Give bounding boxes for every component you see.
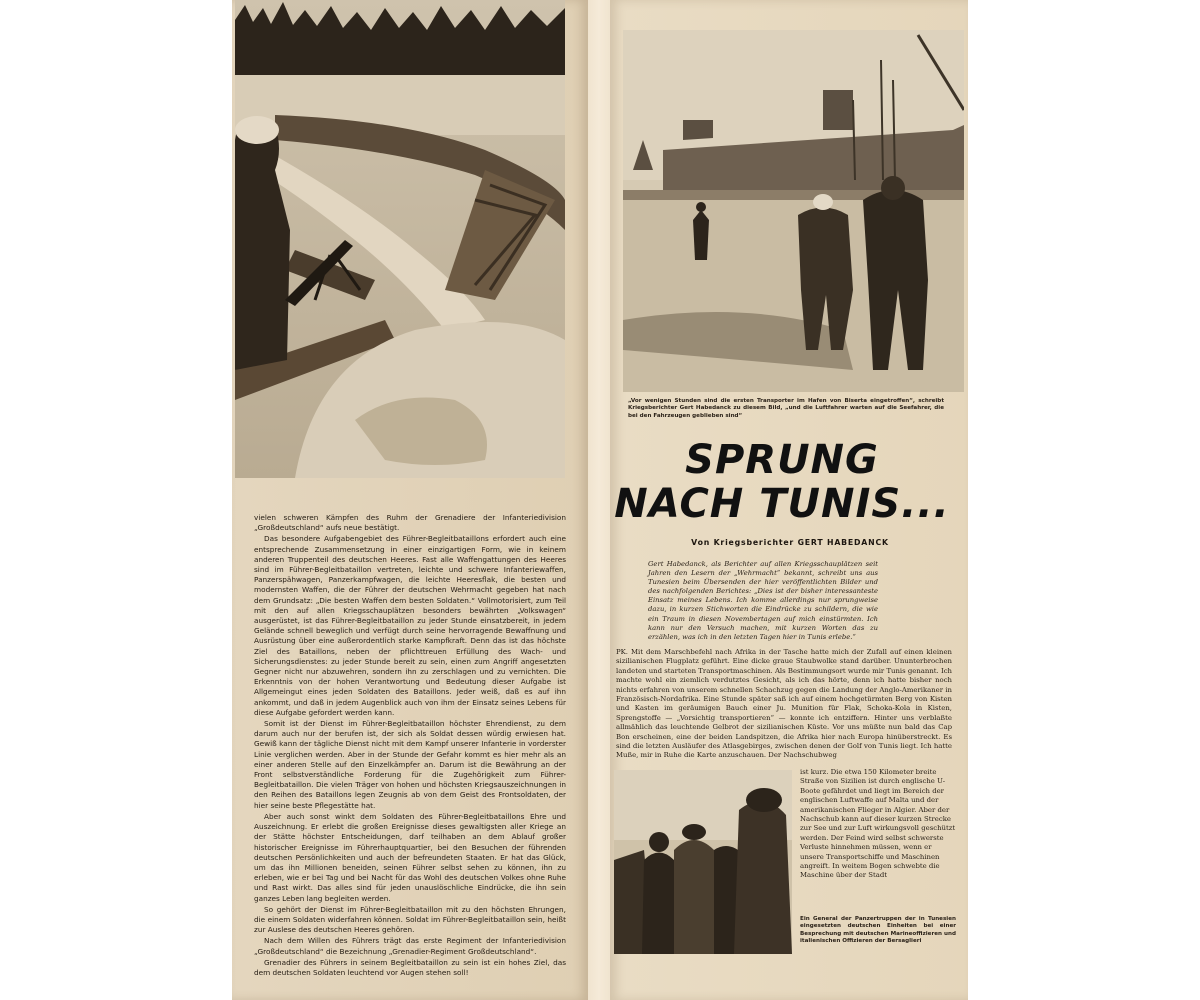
- photo-winter-trench: [235, 0, 565, 478]
- caption-officers: Ein General der Panzertruppen der in Tunesien eingesetzten deutschen Einheiten bei einer Besprechung mit deutschen Marineoffizieren und italienischen Offizieren der Bersaglieri: [800, 916, 956, 945]
- left-article-text: [254, 513, 566, 979]
- photo-officers: [614, 770, 792, 954]
- photo-harbor-bizerte: [623, 30, 964, 392]
- headline-line-2: NACH TUNIS...: [614, 481, 950, 527]
- left-paragraph: vielen schweren Kämpfen des Ruhm der Grenadiere der Infanteriedivision „Großdeutschland“ aufs neue bestätigt.: [254, 513, 566, 533]
- headline-line-1: SPRUNG: [685, 437, 879, 483]
- left-paragraph: Grenadier des Führers in seinem Begleitbataillon zu sein ist ein hohes Ziel, das dem deutschen Soldaten leuchtend vor Augen stehen soll!: [254, 957, 566, 977]
- intro-text: Gert Habedanck, als Berichter auf allen Kriegsschauplätzen seit Jahren den Lesern der „Wehrmacht“ bekannt, schreibt uns aus Tunesien beim Übersenden der hier veröffentlichten Bilder und des nachfolgenden Berichtes: „Dies ist der bisher interessanteste Einsatz meines Lebens. Ich komme allerdings nur sprungweise dazu, in kurzen Stichworten die Eindrücke zu schildern, die wie ein Traum in diesen Novembertagen auf mich einstürmten. Ich kann nur den Versuch machen, mit kurzen Worten das zu erzählen, was ich in den letzten Tagen hier in Tunis erlebe.“: [648, 560, 878, 641]
- left-paragraph: Aber auch sonst winkt dem Soldaten des Führer-Begleitbataillons Ehre und Auszeichnung. Er erlebt die großen Ereignisse dieses gewaltigsten aller Kriege an der Stätte höchster Entscheidungen, darf teilhaben an dem Ablauf großer historischer Ereignisse im Führerhauptquartier, bei den Besuchen der führenden deutschen Persönlichkeiten und auch der befreundeten Staaten. Er hat das Glück, um das ihn Millionen beneiden, seinen Führer selbst sehen zu können, ihn zu erleben, wie er bei Tag und bei Nacht für das Wohl des deutschen Volkes ohne Ruhe und Rast wirkt. Das alles sind für jeden unauslöschliche Eindrücke, die ihn sein ganzes Leben lang begleiten werden.: [254, 811, 566, 903]
- article-main-text: PK. Mit dem Marschbefehl nach Afrika in der Tasche hatte mich der Zufall auf einen kleinen sizilianischen Flugplatz geführt. Eine dicke graue Staubwolke stand darüber. Ununterbrochen landeten und starteten Transportmaschinen. Als Bestimmungsort wurde mir Tunis genannt. Ich machte wohl ein ziemlich verdutztes Gesicht, als ich das hörte, denn ich hatte bisher noch nichts erfahren von unserem schnellen Schachzug gegen die Landung der Anglo-Amerikaner in Französisch-Nordafrika. Eine Stunde später saß ich auf einem hochgetürmten Berg von Kisten und Kasten im geräumigen Bauch einer Ju. Munition für Flak, Schoka-Kola in Kisten, Sprengstoffe — „Vorsichtig transportieren“ — konnte ich entziffern. Hinter uns verblaßte allmählich das leuchtende Gelbrot der sizilianischen Küste. Vor uns müßte nun bald das Cap Bon erscheinen, eine der beiden Landspitzen, die Afrika hier nach Europa hinüberstreckt. Es sind die letzten Ausläufer des Atlasgebirges, zwischen denen der Golf von Tunis liegt. Ich hatte Muße, mir in Ruhe die Karte anzuschauen. Der Nachschubweg: [616, 648, 952, 760]
- left-paragraph: Das besondere Aufgabengebiet des Führer-Begleitbataillons erfordert auch eine entsprechende Zusammensetzung in einer einzigartigen Form, wie in keinem anderen Truppenteil des deutschen Heeres. Fast alle Waffengattungen des Heeres sind im Führer-Begleitbataillon vertreten, leichte und schwere Infanteriewaffen, Panzerspähwagen, Panzerkampfwagen, die leichte Heeresflak, die besten und modernsten Waffen, die der Führer der deutschen Wehrmacht gegeben hat nach dem Grundsatz: „Die besten Waffen dem besten Soldaten.“ Vollmotorisiert, zum Teil mit den auf allen Kriegsschauplätzen besonders bewährten „Volkswagen“ ausgerüstet, ist das Führer-Begleitbataillon zu jeder Stunde einsatzbereit, in jedem Gelände schnell beweglich und verfügt durch seine hervorragende Bewaffnung und Ausrüstung über eine außerordentlich starke Kampfkraft. Denn das ist das höchste Ziel des Bataillons, neben der pflichttreuen Erfüllung des Wach- und Sicherungsdienstes: zu jeder Stunde bereit zu sein, einen zum Angriff angesetzten Gegner nicht nur abzuwehren, sondern ihn zu zerschlagen und zu vernichten. Die Erkenntnis von der hohen Verantwortung und Bedeutung dieser Aufgabe ist Allgemeingut eines jeden Soldaten des Bataillons. Jeder weiß, daß es auf ihn ankommt, und daß in jedem Augenblick auch von ihm der Einsatz seines Lebens für diese Aufgabe gefordert werden kann.: [254, 534, 566, 717]
- article-side-text: ist kurz. Die etwa 150 Kilometer breite Straße von Sizilien ist durch englische U-Boote gefährdet und liegt im Bereich der englischen Luftwaffe auf Malta und der amerikanischen Flieger in Algier. Aber der Nachschub kann auf dieser kurzen Strecke zur See und zur Luft wirkungsvoll geschützt werden. Der Feind wird selbst schwerste Verluste hinnehmen müssen, wenn er unsere Transportschiffe und Maschinen angreift. In weitem Bogen schwebte die Maschine über der Stadt: [800, 768, 956, 880]
- left-paragraph: Nach dem Willen des Führers trägt das erste Regiment der Infanteriedivision „Großdeutschland“ die Bezeichnung „Grenadier-Regiment Großdeutschland“.: [254, 936, 566, 956]
- headline: [612, 438, 952, 526]
- left-paragraph: So gehört der Dienst im Führer-Begleitbataillon mit zu den höchsten Ehrungen, die einem Soldaten widerfahren können. Soldat im Führer-Begleitbataillon sein, heißt zur Auslese des deutschen Heeres gehören.: [254, 904, 566, 935]
- byline: Von Kriegsberichter GERT HABEDANCK: [691, 538, 889, 547]
- left-paragraph: Somit ist der Dienst im Führer-Begleitbataillon höchster Ehrendienst, zu dem darum auch nur der berufen ist, der sich als Soldat dessen würdig erwiesen hat. Gewiß kann der tägliche Dienst nicht mit dem Kampf unserer Infanterie in vorderster Linie verglichen werden. Aber in der Stunde der Gefahr kommt es hier mehr als an einer anderen Stelle auf den Einzelkämpfer an. Darum ist die Bewährung an der Front selbstverständliche Forderung für die Zugehörigkeit zum Führer-Begleitbataillon. Die vielen Träger von hohen und höchsten Kriegsauszeichnungen in den Reihen des Bataillons legen Zeugnis ab von dem Geist des Frontsoldaten, der hier seine beste Pflegestätte hat.: [254, 719, 566, 810]
- caption-harbor: „Vor wenigen Stunden sind die ersten Transporter im Hafen von Biserta eingetroffen“, schreibt Kriegsberichter Gert Habedanck zu diesem Bild, „und die Luftfahrer warten auf die Seefahrer, die bei den Fahrzeugen geblieben sind“: [628, 398, 944, 419]
- page-gutter: [588, 0, 610, 1000]
